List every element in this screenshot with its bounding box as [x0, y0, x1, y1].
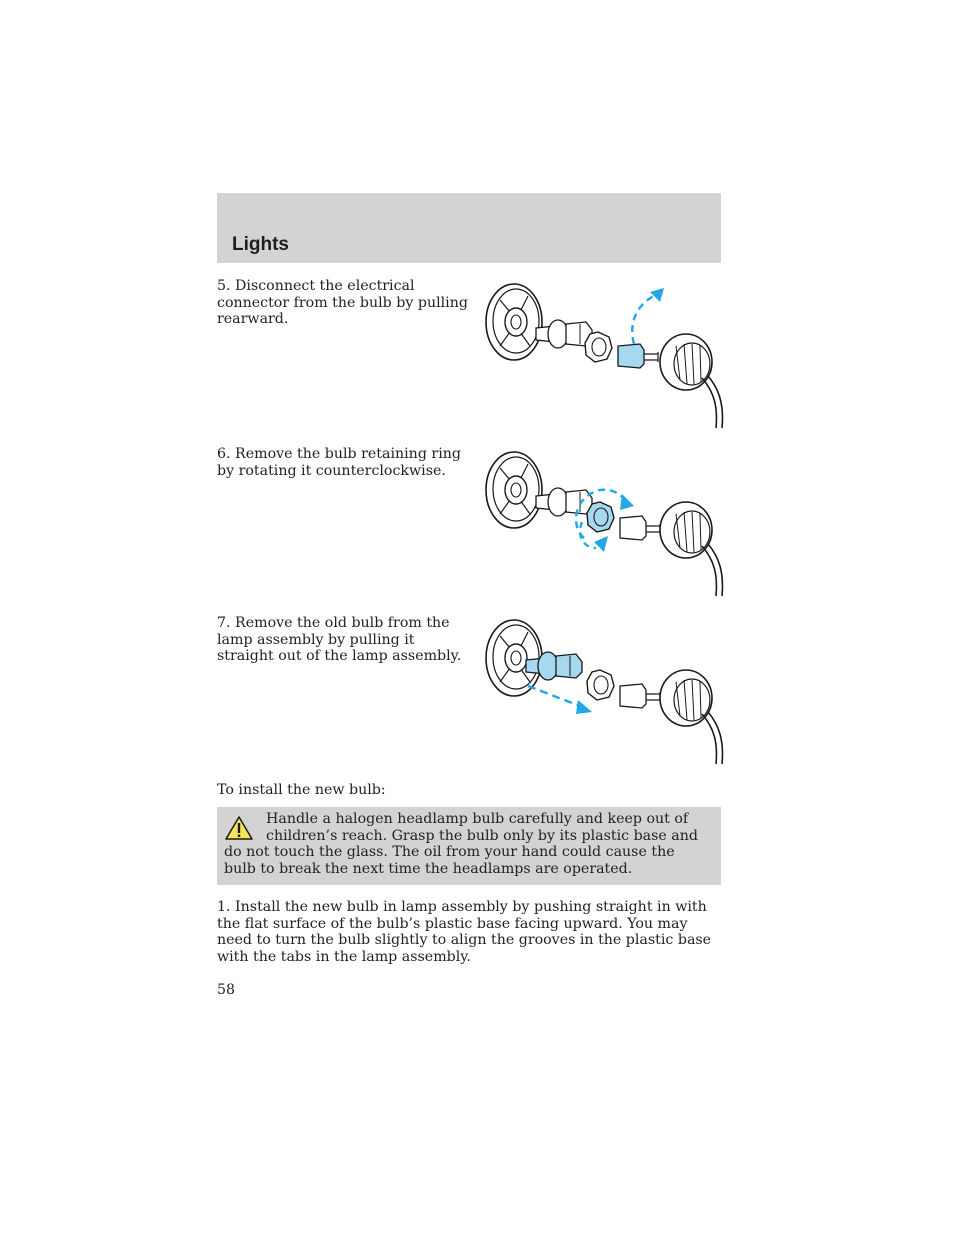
page-number: 58 — [217, 982, 236, 998]
warning-box — [217, 807, 721, 885]
step-6-text: 6. Remove the bulb retaining ring by rotating it counterclockwise. — [217, 446, 461, 479]
disconnect-connector-illustration — [476, 282, 726, 432]
warning-text-block — [224, 811, 706, 877]
section-header — [217, 193, 721, 263]
remove-old-bulb-illustration — [476, 618, 726, 768]
install-step-1-text: 1. Install the new bulb in lamp assembly by pushing straight in with the flat surface of the bulb’s plastic base facing upward. You may need to turn the bulb slightly to align the grooves in the plastic base with the tabs in the lamp assembly. — [217, 899, 712, 965]
step-5-text: 5. Disconnect the electrical connector from the bulb by pulling rearward. — [217, 278, 468, 328]
page-title: Lights — [232, 234, 289, 255]
install-intro: To install the new bulb: — [217, 782, 386, 798]
remove-retaining-ring-illustration — [476, 450, 726, 600]
warning-text: Handle a halogen headlamp bulb carefully and keep out of children’s reach. Grasp the bulb only by its plastic base and do not touch the glass. The oil from your hand could cause the bulb to break the next time the headlamps are operated. — [224, 811, 698, 877]
step-7-text: 7. Remove the old bulb from the lamp assembly by pulling it straight out of the lamp assembly. — [217, 615, 462, 665]
